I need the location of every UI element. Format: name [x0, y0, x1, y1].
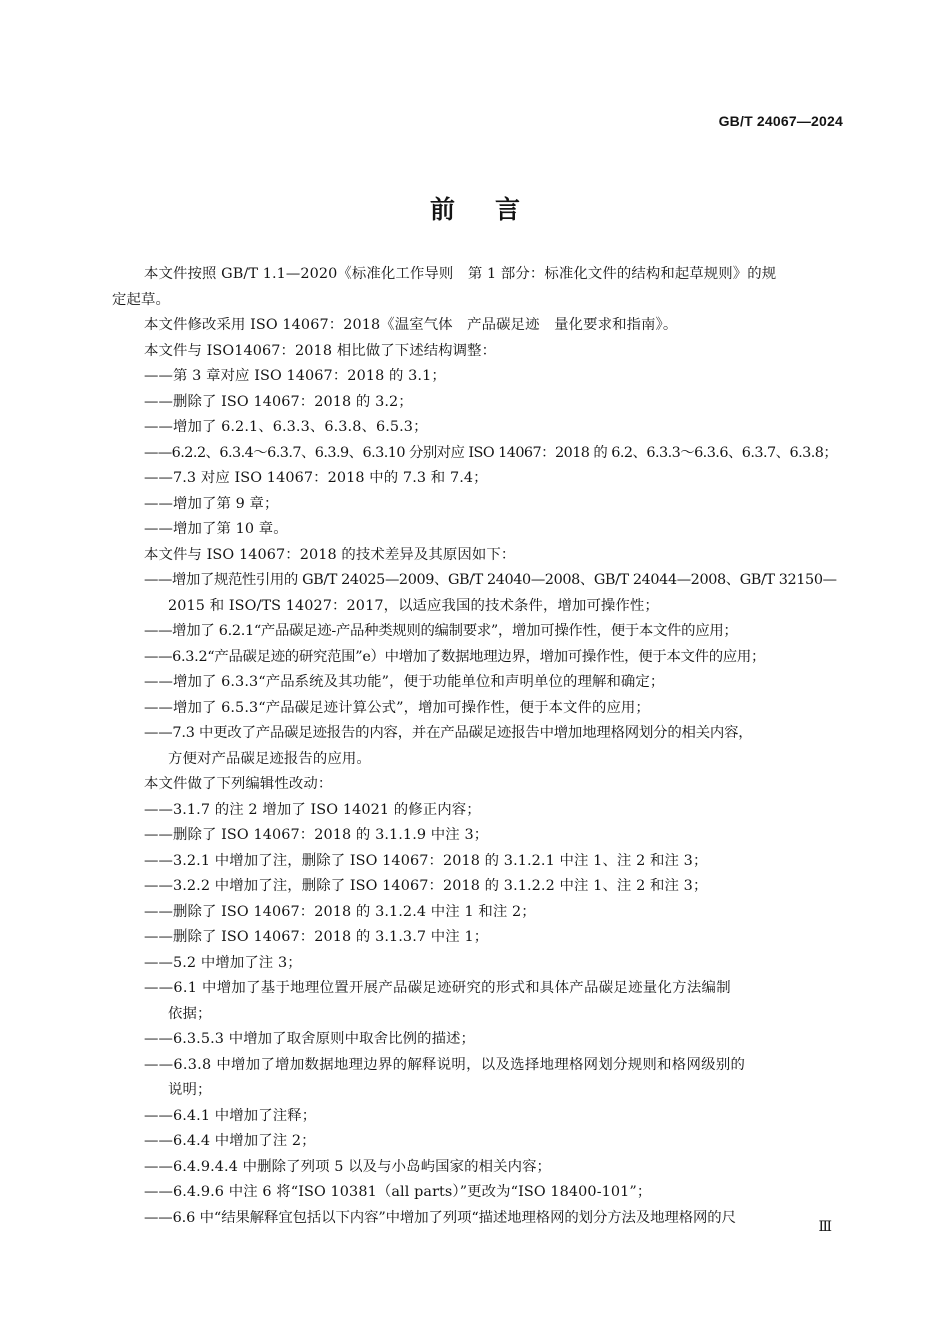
list-item: ——3.1.7 的注 2 增加了 ISO 14021 的修正内容；: [144, 801, 481, 818]
list-item: ——3.2.1 中增加了注，删除了 ISO 14067：2018 的 3.1.2.1 中注 1、注 2 和注 3；: [144, 852, 708, 869]
list-item: ——6.4.1 中增加了注释；: [144, 1107, 317, 1124]
list-item: ——删除了 ISO 14067：2018 的 3.2；: [144, 393, 413, 410]
list-item: ——6.3.2“产品碳足迹的研究范围”e）中增加了数据地理边界，增加可操作性，便于本文件的应用；: [144, 648, 766, 665]
list-item: ——增加了 6.2.1、6.3.3、6.3.8、6.5.3；: [144, 419, 428, 435]
list-item: ——6.6 中“结果解释宜包括以下内容”中增加了列项“描述地理格网的划分方法及地理格网的尺: [144, 1209, 736, 1226]
list-item: ——增加了第 10 章。: [144, 521, 288, 537]
list-item: ——第 3 章对应 ISO 14067：2018 的 3.1；: [144, 368, 446, 384]
paragraph-line: 本文件与 ISO14067：2018 相比做了下述结构调整：: [144, 342, 497, 359]
list-item: ——3.2.2 中增加了注，删除了 ISO 14067：2018 的 3.1.2.2 中注 1、注 2 和注 3；: [144, 878, 708, 894]
list-item-continuation: 说明；: [168, 1082, 212, 1098]
list-item: ——7.3 对应 ISO 14067：2018 中的 7.3 和 7.4；: [144, 470, 488, 486]
list-item: ——6.3.8 中增加了增加数据地理边界的解释说明，以及选择地理格网划分规则和格网级别的: [144, 1056, 746, 1073]
foreword-body: [112, 262, 842, 1231]
paragraph-line: 定起草。: [112, 291, 170, 308]
list-item: ——5.2 中增加了注 3；: [144, 954, 302, 971]
list-item: ——增加了 6.3.3“产品系统及其功能”，便于功能单位和声明单位的理解和确定；: [144, 674, 665, 690]
paragraph-line: 本文件做了下列编辑性改动：: [144, 776, 333, 792]
list-item: ——6.4.9.6 中注 6 将“ISO 10381（all parts）”更改为“ISO 18400-101”；: [144, 1184, 652, 1200]
list-item: ——删除了 ISO 14067：2018 的 3.1.3.7 中注 1；: [144, 929, 489, 945]
list-item: ——增加了 6.5.3“产品碳足迹计算公式”，增加可操作性，便于本文件的应用；: [144, 699, 650, 716]
paragraph-line: 本文件修改采用 ISO 14067：2018《温室气体 产品碳足迹 量化要求和指南》。: [144, 317, 678, 333]
list-item-continuation: 2015 和 ISO/TS 14027：2017，以适应我国的技术条件，增加可操作性；: [168, 597, 659, 614]
list-item: ——7.3 中更改了产品碳足迹报告的内容，并在产品碳足迹报告中增加地理格网划分的相关内容，: [144, 725, 753, 741]
list-item: ——删除了 ISO 14067：2018 的 3.1.2.4 中注 1 和注 2；: [144, 903, 536, 920]
list-item: ——增加了第 9 章；: [144, 495, 279, 512]
list-item: ——增加了规范性引用的 GB/T 24025—2009、GB/T 24040—2008、GB/T 24044—2008、GB/T 32150—: [144, 572, 837, 588]
list-item: ——6.4.4 中增加了注 2；: [144, 1133, 316, 1149]
page-title: 前言: [429, 195, 560, 224]
page-number: Ⅲ: [818, 1219, 832, 1235]
list-item-continuation: 方便对产品碳足迹报告的应用。: [168, 750, 371, 767]
list-item: ——6.3.5.3 中增加了取舍原则中取舍比例的描述；: [144, 1031, 476, 1047]
paragraph-line: 本文件与 ISO 14067：2018 的技术差异及其原因如下：: [144, 546, 516, 563]
list-item: ——删除了 ISO 14067：2018 的 3.1.1.9 中注 3；: [144, 827, 489, 843]
paragraph-line: 本文件按照 GB/T 1.1—2020《标准化工作导则 第 1 部分：标准化文件的结构和起草规则》的规: [144, 266, 777, 282]
list-item: ——增加了 6.2.1“产品碳足迹-产品种类规则的编制要求”，增加可操作性，便于本文件的应用；: [144, 623, 738, 639]
list-item: ——6.1 中增加了基于地理位置开展产品碳足迹研究的形式和具体产品碳足迹量化方法编制: [144, 980, 731, 996]
list-item: ——6.4.9.4.4 中删除了列项 5 以及与小岛屿国家的相关内容；: [144, 1158, 552, 1175]
list-item: ——6.2.2、6.3.4～6.3.7、6.3.9、6.3.10 分别对应 ISO 14067：2018 的 6.2、6.3.3～6.3.6、6.3.7、6.3.8；: [144, 444, 838, 461]
list-item-continuation: 依据；: [168, 1005, 212, 1022]
standard-code: GB/T 24067—2024: [718, 113, 843, 129]
